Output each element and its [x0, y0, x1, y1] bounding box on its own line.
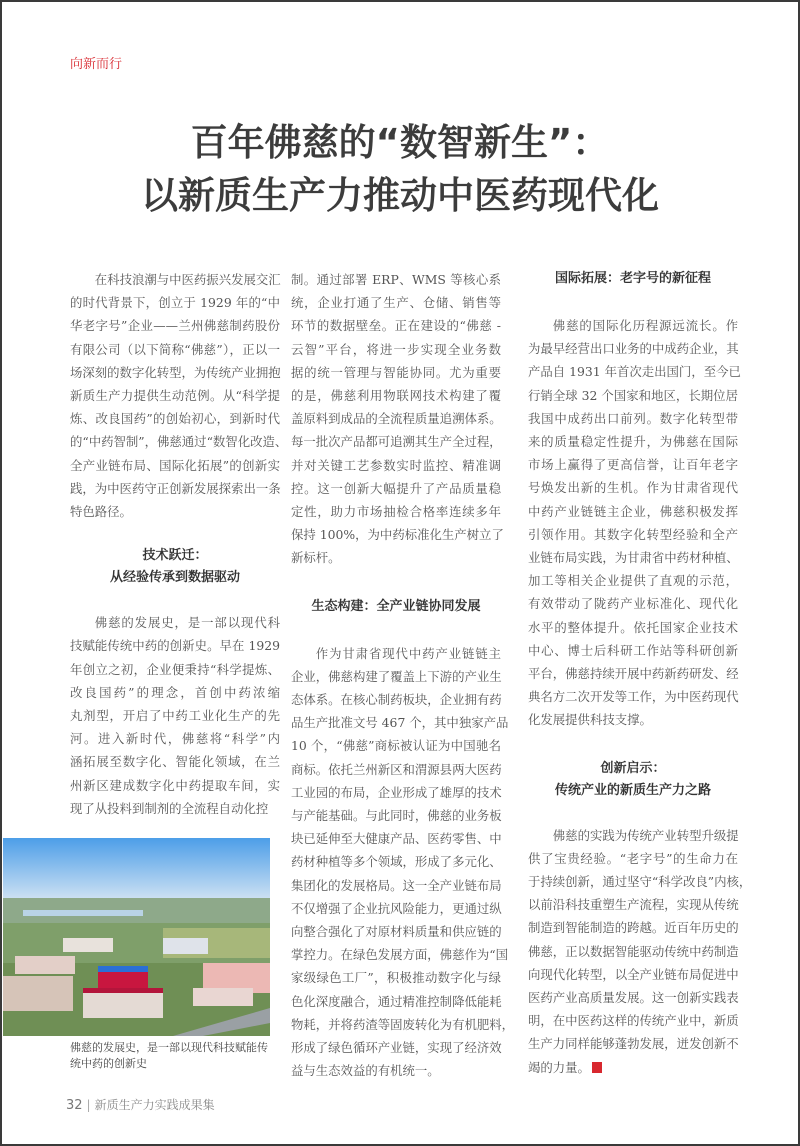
section-tag: 向新而行	[70, 57, 123, 72]
photo-caption	[70, 1040, 270, 1072]
paragraph-line: 加工等相关企业提供了直观的示范，	[528, 573, 738, 589]
paragraph-line: 的“中药智制”，佛慈通过“数智化改造、	[70, 434, 288, 450]
paragraph-line: 统，企业打通了生产、仓储、销售等	[291, 295, 501, 311]
photo-caption-line2: 统中药的创新史	[70, 1057, 147, 1070]
article-title-line1: 百年佛慈的“数智新生”：	[190, 121, 610, 164]
paragraph-line: 的时代背景下，创立于 1929 年的“中	[70, 295, 280, 311]
paragraph-line: 供了宝贵经验。“老字号”的生命力在	[528, 850, 738, 866]
paragraph-line: 云智”平台，将进一步实现全业务数	[291, 341, 501, 357]
text-column-1	[70, 268, 288, 820]
paragraph-line: 企业，佛慈构建了覆盖上下游的产业生	[291, 668, 502, 684]
paragraph-line: 佛慈的国际化历程源远流长。作	[552, 318, 738, 333]
paragraph-line: 商标。依托兰州新区和渭源县两大医药	[291, 761, 502, 777]
paragraph-line: 并对关键工艺参数实时监控、精准调	[291, 457, 501, 473]
heading-tech-leap-line2: 从经验传承到数据驱动	[109, 570, 240, 586]
paragraph-line: 在科技浪潮与中医药振兴发展交汇	[94, 272, 281, 287]
paragraph-line: 掌控力。在绿色发展方面，佛慈作为“国	[291, 947, 508, 963]
paragraph-line: 市场上赢得了更高信誉，让百年老字	[528, 457, 738, 473]
paragraph-line: 炼、改良国药”的创始初心，到新时代	[70, 411, 280, 427]
heading-international: 国际拓展：老字号的新征程	[554, 271, 711, 286]
industrial-park-photo	[3, 838, 270, 1036]
paragraph-line: 以前沿科技重塑生产流程，实现从传统	[528, 897, 739, 913]
intro-paragraph	[70, 268, 288, 523]
paragraph-line: 环节的数据壁垒。正在建设的“佛慈 -	[291, 318, 501, 334]
paragraph-line: 佛慈的发展史，是一部以现代科	[94, 615, 280, 631]
paragraph-line: 中心、博士后科研工作站等科研创新	[528, 642, 738, 658]
paragraph-line: 引领作用。其数字化转型经验和全产	[528, 526, 738, 542]
paragraph-line: 制造到智能制造的跨越。近百年历史的	[528, 920, 739, 936]
paragraph-line: 向整合强化了对原材料质量和供应链的	[291, 924, 502, 940]
paragraph-line: 技赋能传统中药的创新史。早在 1929	[70, 638, 280, 654]
page-number: 32	[66, 1098, 83, 1113]
paragraph-line: 全产业链布局、国际化拓展”的创新实	[70, 457, 280, 473]
paragraph-line: 家级绿色工厂”，积极推动数字化与绿	[291, 970, 501, 986]
paragraph-line: 现了从投料到制剂的全流程自动化控	[70, 800, 269, 816]
paragraph-line: 控。这一创新大幅提升了产品质量稳	[291, 480, 501, 496]
paragraph-line: 水平的整体提升。依托国家企业技术	[528, 619, 738, 635]
paragraph-line: 的是，佛慈利用物联网技术构建了覆	[291, 388, 501, 404]
paragraph-line: 生产力同样能够蓬勃发展，迸发创新不	[528, 1036, 739, 1052]
tech-leap-paragraph	[70, 611, 280, 820]
paragraph-line: 品生产批准文号 467 个，其中独家产品	[291, 715, 509, 731]
international-paragraph	[528, 314, 741, 732]
paragraph-line: 河。进入新时代，佛慈将“科学”内	[70, 731, 280, 747]
paragraph-line: 每一批次产品都可追溯其生产全过程，	[291, 434, 502, 450]
paragraph-line: 化发展提供科技支撑。	[528, 712, 652, 728]
paragraph-line: 物耗，并将药渣等固废转化为有机肥料，	[291, 1016, 515, 1032]
paragraph-line: 向现代化转型，以全产业链布局促进中	[528, 966, 739, 982]
heading-innovation-line1: 创新启示：	[600, 760, 666, 776]
paragraph-line: 与产能基础。与此同时，佛慈的业务板	[291, 808, 502, 824]
publication-name: 新质生产力实践成果集	[94, 1098, 215, 1112]
paragraph-line: 不仅增强了企业抗风险能力，更通过纵	[291, 900, 502, 916]
paragraph-line: 年创立之初，企业便秉持“科学提炼、	[70, 661, 280, 677]
heading-ecosystem: 生态构建：全产业链协同发展	[311, 598, 481, 614]
paragraph-line: 保持 100%，为中药标准化生产树立了	[291, 527, 504, 543]
paragraph-line: 作为甘肃省现代中药产业链链主	[315, 645, 501, 661]
paragraph-line: 我国中成药出口前列。数字化转型带	[528, 410, 738, 426]
paragraph-line: 典名方二次开发等工作，为中医药现代	[528, 689, 739, 705]
tech-leap-paragraph-cont	[291, 268, 504, 570]
paragraph-line: 平台，佛慈持续开展中药新药研发、经	[528, 666, 739, 682]
paragraph-line: 医药产业高质量发展。这一创新实践表	[528, 990, 739, 1006]
paragraph-line: 改良国药”的理念，首创中药浓缩	[70, 684, 280, 700]
paragraph-line: 益与生态效益的有机统一。	[291, 1063, 440, 1079]
paragraph-line: 集团化的发展格局。这一全产业链布局	[291, 877, 502, 893]
paragraph-line: 新质生产力提供生动范例。从“科学提	[70, 388, 280, 404]
paragraph-line: 佛慈的实践为传统产业转型升级提	[552, 827, 739, 843]
paragraph-line: 竭的力量。	[528, 1056, 738, 1079]
paragraph-line: 号焕发出新的生机。作为甘肃省现代	[528, 480, 738, 496]
heading-tech-leap-line1: 技术跃迁：	[142, 548, 208, 564]
paragraph-line: 践，为中医药守正创新发展探索出一条	[70, 480, 281, 496]
paragraph-line: 有限公司（以下简称“佛慈”），正以一	[70, 341, 280, 357]
paragraph-line: 形成了绿色循环产业链，实现了经济效	[291, 1040, 502, 1056]
paragraph-line: 华老字号”企业——兰州佛慈制药股份	[70, 318, 280, 334]
paragraph-line: 佛慈，正以数据智能驱动传统中药制造	[528, 943, 739, 959]
paragraph-line: 盖原料到成品的全流程质量追溯体系。	[291, 411, 502, 427]
end-of-article-mark-icon	[592, 1062, 602, 1073]
innovation-paragraph	[528, 824, 752, 1079]
paragraph-line: 丸剂型，开启了中药工业化生产的先	[70, 708, 280, 724]
paragraph-line: 有效带动了陇药产业标准化、现代化	[528, 596, 738, 612]
paragraph-line: 中药产业链链主企业，佛慈积极发挥	[528, 503, 738, 519]
paragraph-line: 场深刻的数字化转型，为传统产业拥抱	[70, 364, 281, 380]
aerial-photo-illustration	[3, 838, 270, 1036]
paragraph-line: 态体系。在核心制药板块，企业拥有药	[291, 692, 502, 708]
paragraph-line: 定性，助力市场抽检合格率连续多年	[291, 504, 501, 520]
page-footer	[66, 1096, 215, 1113]
paragraph-line: 色化深度融合，通过精准控制降低能耗	[291, 993, 502, 1009]
article-title-line2: 以新质生产力推动中医药现代化	[141, 174, 659, 217]
paragraph-line: 明，在中医药这样的传统产业中，新质	[528, 1013, 739, 1029]
ecosystem-paragraph	[291, 642, 515, 1083]
paragraph-line: 据的统一管理与智能协同。尤为重要	[291, 364, 501, 380]
text-column-3	[528, 268, 752, 1079]
paragraph-line: 工业园的布局，企业形成了雄厚的技术	[291, 784, 502, 800]
paragraph-line: 于持续创新，通过坚守“科学改良”内核，	[528, 874, 752, 890]
paragraph-line: 业链布局实践，为甘肃省中药材种植、	[528, 550, 739, 566]
paragraph-line: 新标杆。	[291, 550, 341, 566]
paragraph-line: 来的质量稳定性提升，为佛慈在国际	[528, 434, 738, 450]
photo-caption-line1: 佛慈的发展史，是一部以现代科技赋能传	[70, 1041, 268, 1054]
paragraph-line: 涵拓展至数字化、智能化领域，在兰	[70, 754, 280, 770]
paragraph-line: 10 个，“佛慈”商标被认证为中国驰名	[291, 738, 501, 754]
paragraph-line: 为最早经营出口业务的中成药企业，其	[528, 341, 739, 357]
text-column-2	[291, 268, 515, 1083]
paragraph-line: 药材种植等多个领域，形成了多元化、	[291, 854, 502, 870]
paragraph-line: 制。通过部署 ERP、WMS 等核心系	[291, 272, 501, 287]
paragraph-line: 块已延伸至大健康产品、医药零售、中	[291, 831, 502, 847]
paragraph-line: 特色路径。	[70, 504, 132, 520]
paragraph-line: 州新区建成数字化中药提取车间，实	[70, 777, 280, 793]
paragraph-line: 产品自 1931 年首次走出国门，至今已	[528, 364, 741, 380]
heading-innovation-line2: 传统产业的新质生产力之路	[554, 782, 711, 798]
paragraph-line: 行销全球 32 个国家和地区，长期位居	[528, 387, 738, 403]
footer-divider: |	[86, 1098, 91, 1112]
